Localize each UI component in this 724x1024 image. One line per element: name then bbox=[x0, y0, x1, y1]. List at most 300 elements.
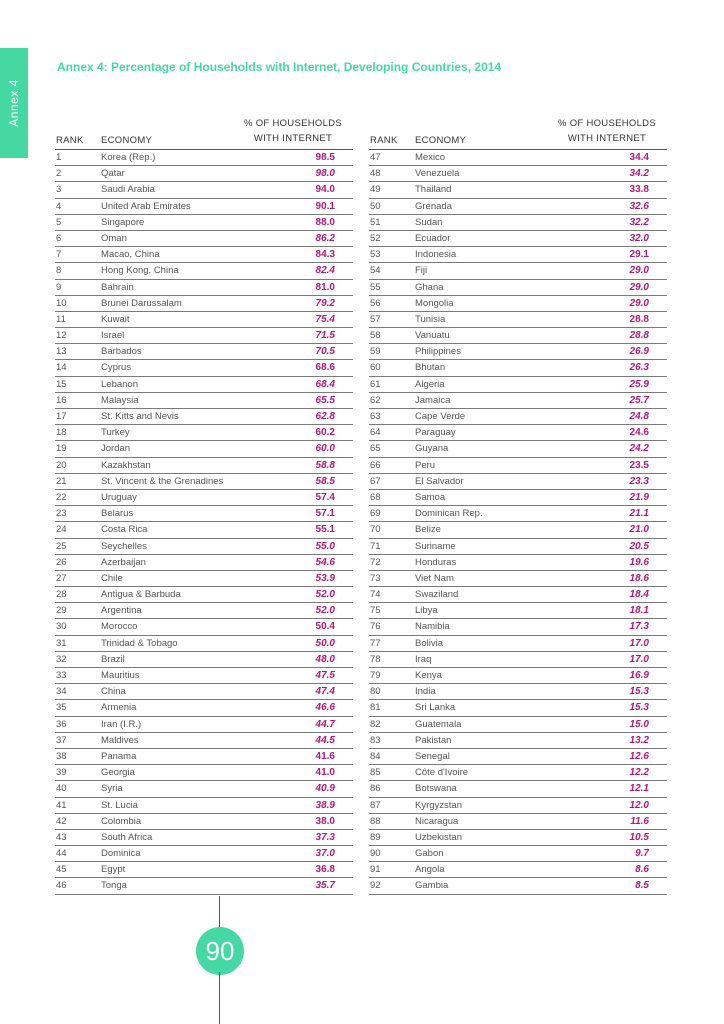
economy-cell: Kuwait bbox=[101, 313, 130, 325]
value-cell: 29.1 bbox=[629, 249, 649, 261]
economy-cell: Pakistan bbox=[415, 734, 452, 746]
economy-cell: Macao, China bbox=[101, 249, 160, 261]
rank-cell: 35 bbox=[56, 702, 67, 714]
rank-cell: 6 bbox=[56, 232, 62, 244]
rank-cell: 51 bbox=[370, 216, 381, 228]
table-row bbox=[369, 166, 667, 182]
value-cell: 12.6 bbox=[629, 750, 649, 762]
value-cell: 71.5 bbox=[315, 330, 335, 342]
value-cell: 20.5 bbox=[629, 540, 649, 552]
table-row bbox=[55, 360, 353, 376]
rank-cell: 85 bbox=[370, 767, 381, 779]
economy-cell: Iran (I.R.) bbox=[101, 718, 142, 730]
economy-cell: Ghana bbox=[415, 281, 444, 293]
economy-cell: Bolivia bbox=[415, 637, 443, 649]
economy-cell: Belarus bbox=[101, 508, 134, 520]
economy-cell: Armenia bbox=[101, 702, 137, 714]
rank-cell: 1 bbox=[56, 152, 62, 163]
table-row bbox=[55, 700, 353, 716]
table-row bbox=[369, 150, 667, 166]
rank-cell: 66 bbox=[370, 459, 381, 471]
pct-header bbox=[238, 116, 348, 146]
economy-cell: Antigua & Barbuda bbox=[101, 589, 181, 601]
rank-cell: 42 bbox=[56, 815, 67, 827]
economy-cell: Algeria bbox=[415, 378, 445, 390]
rank-cell: 11 bbox=[56, 313, 66, 325]
value-cell: 23.5 bbox=[629, 459, 649, 471]
economy-cell: Peru bbox=[415, 459, 436, 471]
table-row bbox=[369, 668, 667, 684]
value-cell: 24.6 bbox=[629, 427, 649, 439]
table-row bbox=[55, 684, 353, 700]
value-cell: 53.9 bbox=[315, 572, 335, 584]
pct-header-line2: WITH INTERNET bbox=[567, 133, 647, 144]
value-cell: 8.5 bbox=[635, 880, 649, 892]
economy-cell: Qatar bbox=[101, 168, 125, 180]
value-cell: 19.6 bbox=[629, 556, 649, 568]
table-row bbox=[55, 182, 353, 198]
value-cell: 13.2 bbox=[629, 734, 649, 746]
table-row bbox=[55, 555, 353, 571]
rank-cell: 91 bbox=[370, 864, 381, 876]
value-cell: 18.1 bbox=[629, 605, 649, 617]
rank-cell: 37 bbox=[56, 734, 67, 746]
rank-cell: 32 bbox=[56, 653, 67, 665]
economy-cell: Dominican Rep. bbox=[415, 508, 483, 520]
value-cell: 26.9 bbox=[629, 346, 649, 358]
economy-cell: Mauritius bbox=[101, 670, 140, 681]
table-row bbox=[369, 360, 667, 376]
rank-cell: 47 bbox=[370, 152, 381, 163]
value-cell: 36.8 bbox=[315, 864, 335, 876]
rank-cell: 72 bbox=[370, 556, 381, 568]
rank-cell: 19 bbox=[56, 443, 67, 455]
value-cell: 24.8 bbox=[629, 411, 649, 422]
table-row bbox=[55, 393, 353, 409]
value-cell: 98.0 bbox=[315, 168, 335, 180]
table-row bbox=[55, 636, 353, 652]
table-row bbox=[369, 458, 667, 474]
table-row bbox=[369, 231, 667, 247]
rank-cell: 84 bbox=[370, 750, 381, 762]
value-cell: 11.6 bbox=[630, 815, 649, 827]
value-cell: 32.2 bbox=[629, 216, 649, 228]
table-left bbox=[55, 117, 353, 895]
table-row bbox=[369, 263, 667, 279]
economy-cell: Thailand bbox=[415, 184, 452, 196]
page-divider-top bbox=[219, 896, 220, 931]
rank-cell: 69 bbox=[370, 508, 381, 520]
economy-cell: Uruguay bbox=[101, 491, 137, 503]
rank-cell: 29 bbox=[56, 605, 67, 617]
value-cell: 29.0 bbox=[629, 297, 649, 309]
rank-cell: 4 bbox=[56, 200, 62, 212]
economy-cell: United Arab Emirates bbox=[101, 200, 191, 212]
rank-cell: 22 bbox=[56, 491, 67, 503]
page-divider-bottom bbox=[219, 972, 220, 1024]
rank-cell: 13 bbox=[56, 346, 67, 358]
value-cell: 15.3 bbox=[629, 702, 649, 714]
rank-cell: 59 bbox=[370, 346, 381, 358]
rank-cell: 41 bbox=[56, 799, 67, 811]
pct-header-line2: WITH INTERNET bbox=[253, 133, 333, 144]
rank-cell: 12 bbox=[56, 330, 67, 342]
economy-cell: Turkey bbox=[101, 427, 130, 439]
value-cell: 21.9 bbox=[629, 491, 649, 503]
value-cell: 12.1 bbox=[629, 783, 649, 795]
value-cell: 33.8 bbox=[629, 184, 649, 196]
value-cell: 29.0 bbox=[629, 281, 649, 293]
economy-cell: Mongolia bbox=[415, 297, 454, 309]
economy-cell: Panama bbox=[101, 750, 137, 762]
rank-cell: 40 bbox=[56, 783, 67, 795]
economy-cell: Lebanon bbox=[101, 378, 138, 390]
economy-cell: Brazil bbox=[101, 653, 125, 665]
value-cell: 82.4 bbox=[315, 265, 335, 277]
page-title: Annex 4: Percentage of Households with Internet, Developing Countries, 2014 bbox=[57, 60, 502, 74]
economy-cell: Swaziland bbox=[415, 589, 459, 601]
economy-cell: Trinidad & Tobago bbox=[101, 637, 178, 649]
table-row bbox=[55, 425, 353, 441]
table-row bbox=[369, 474, 667, 490]
economy-cell: Belize bbox=[415, 524, 441, 536]
value-cell: 58.5 bbox=[315, 475, 335, 487]
rank-cell: 60 bbox=[370, 362, 381, 374]
rank-cell: 65 bbox=[370, 443, 381, 455]
economy-cell: Kazakhstan bbox=[101, 459, 151, 471]
economy-cell: Namibia bbox=[415, 621, 450, 633]
table-row bbox=[55, 862, 353, 878]
value-cell: 47.4 bbox=[315, 686, 335, 698]
value-cell: 17.0 bbox=[629, 653, 649, 665]
rank-cell: 77 bbox=[370, 637, 381, 649]
table-row bbox=[369, 182, 667, 198]
economy-cell: Kyrgyzstan bbox=[415, 799, 462, 811]
table-row bbox=[55, 587, 353, 603]
rank-cell: 2 bbox=[56, 168, 62, 180]
rank-cell: 68 bbox=[370, 491, 381, 503]
rank-cell: 64 bbox=[370, 427, 381, 439]
rank-cell: 74 bbox=[370, 589, 381, 601]
rank-cell: 88 bbox=[370, 815, 381, 827]
value-cell: 10.5 bbox=[629, 831, 649, 843]
table-row bbox=[369, 846, 667, 862]
value-cell: 41.6 bbox=[315, 750, 335, 762]
rank-cell: 20 bbox=[56, 459, 67, 471]
table-row bbox=[369, 684, 667, 700]
table-row bbox=[369, 571, 667, 587]
rank-cell: 83 bbox=[370, 734, 381, 746]
value-cell: 52.0 bbox=[315, 589, 335, 601]
economy-cell: Iraq bbox=[415, 653, 432, 665]
table-row bbox=[369, 749, 667, 765]
economy-cell: Tonga bbox=[101, 880, 127, 892]
value-cell: 26.3 bbox=[629, 362, 649, 374]
value-cell: 21.1 bbox=[629, 508, 649, 520]
rank-cell: 92 bbox=[370, 880, 381, 892]
table-row bbox=[55, 215, 353, 231]
table-row bbox=[369, 700, 667, 716]
economy-cell: Azerbaijan bbox=[101, 556, 146, 568]
rank-cell: 36 bbox=[56, 718, 67, 730]
value-cell: 90.1 bbox=[315, 200, 335, 212]
pct-header-line1: % OF HOUSEHOLDS bbox=[558, 118, 656, 129]
economy-cell: Uzbekistan bbox=[415, 831, 462, 843]
value-cell: 60.0 bbox=[315, 443, 335, 455]
table-row bbox=[369, 522, 667, 538]
table-row bbox=[55, 798, 353, 814]
economy-cell: Oman bbox=[101, 232, 127, 244]
table-row bbox=[55, 166, 353, 182]
rank-cell: 43 bbox=[56, 831, 67, 843]
economy-cell: Mexico bbox=[415, 152, 446, 163]
value-cell: 23.3 bbox=[629, 475, 649, 487]
value-cell: 41.0 bbox=[315, 767, 335, 779]
rank-cell: 33 bbox=[56, 670, 67, 681]
economy-cell: Nicaragua bbox=[415, 815, 459, 827]
value-cell: 15.3 bbox=[629, 686, 649, 698]
economy-cell: Morocco bbox=[101, 621, 138, 633]
value-cell: 47.5 bbox=[315, 670, 335, 681]
value-cell: 57.4 bbox=[315, 491, 335, 503]
table-header-right bbox=[369, 117, 667, 150]
value-cell: 35.7 bbox=[315, 880, 335, 892]
economy-header: ECONOMY bbox=[101, 135, 153, 146]
economy-cell: Dominica bbox=[101, 848, 141, 860]
economy-cell: Philippines bbox=[415, 346, 461, 358]
rank-cell: 26 bbox=[56, 556, 67, 568]
rank-cell: 89 bbox=[370, 831, 381, 843]
economy-cell: Cyprus bbox=[101, 362, 132, 374]
table-row bbox=[55, 619, 353, 635]
economy-cell: Senegal bbox=[415, 750, 450, 762]
economy-cell: Costa Rica bbox=[101, 524, 148, 536]
value-cell: 16.9 bbox=[629, 670, 649, 681]
economy-cell: Côte d'Ivoire bbox=[415, 767, 469, 779]
rank-cell: 86 bbox=[370, 783, 381, 795]
rank-cell: 76 bbox=[370, 621, 381, 633]
economy-cell: Egypt bbox=[101, 864, 126, 876]
value-cell: 86.2 bbox=[315, 232, 335, 244]
table-row bbox=[369, 587, 667, 603]
value-cell: 79.2 bbox=[315, 297, 335, 309]
economy-cell: Venezuela bbox=[415, 168, 460, 180]
rank-cell: 34 bbox=[56, 686, 67, 698]
economy-cell: Gambia bbox=[415, 880, 449, 892]
table-row bbox=[369, 603, 667, 619]
rank-cell: 57 bbox=[370, 313, 381, 325]
rank-cell: 16 bbox=[56, 394, 67, 406]
table-row bbox=[369, 539, 667, 555]
economy-cell: St. Kitts and Nevis bbox=[101, 411, 179, 422]
table-row bbox=[55, 441, 353, 457]
value-cell: 62.8 bbox=[315, 411, 335, 422]
economy-cell: Ecuador bbox=[415, 232, 451, 244]
economy-cell: Sudan bbox=[415, 216, 443, 228]
value-cell: 94.0 bbox=[315, 184, 335, 196]
economy-cell: Fiji bbox=[415, 265, 428, 277]
economy-cell: South Africa bbox=[101, 831, 153, 843]
table-row bbox=[55, 458, 353, 474]
table-row bbox=[55, 474, 353, 490]
rank-cell: 50 bbox=[370, 200, 381, 212]
rank-cell: 90 bbox=[370, 848, 381, 860]
table-row bbox=[369, 280, 667, 296]
table-row bbox=[55, 765, 353, 781]
table-row bbox=[55, 749, 353, 765]
economy-cell: Kenya bbox=[415, 670, 442, 681]
economy-cell: Jordan bbox=[101, 443, 131, 455]
value-cell: 60.2 bbox=[315, 427, 335, 439]
table-row bbox=[369, 215, 667, 231]
table-row bbox=[55, 199, 353, 215]
table-row bbox=[369, 506, 667, 522]
rank-cell: 28 bbox=[56, 589, 67, 601]
value-cell: 9.7 bbox=[635, 848, 649, 860]
table-row bbox=[369, 377, 667, 393]
value-cell: 18.6 bbox=[629, 572, 649, 584]
rank-cell: 54 bbox=[370, 265, 381, 277]
value-cell: 15.0 bbox=[629, 718, 649, 730]
rank-cell: 75 bbox=[370, 605, 381, 617]
value-cell: 54.6 bbox=[315, 556, 335, 568]
value-cell: 37.0 bbox=[315, 848, 335, 860]
rank-cell: 30 bbox=[56, 621, 67, 633]
economy-cell: Angola bbox=[415, 864, 445, 876]
value-cell: 48.0 bbox=[315, 653, 335, 665]
rank-cell: 17 bbox=[56, 411, 67, 422]
rank-cell: 21 bbox=[56, 475, 67, 487]
economy-cell: Botswana bbox=[415, 783, 457, 795]
value-cell: 88.0 bbox=[315, 216, 335, 228]
economy-cell: Malaysia bbox=[101, 394, 139, 406]
value-cell: 28.8 bbox=[629, 313, 649, 325]
rank-cell: 80 bbox=[370, 686, 381, 698]
rank-cell: 87 bbox=[370, 799, 381, 811]
economy-cell: Libya bbox=[415, 605, 438, 617]
table-row bbox=[369, 619, 667, 635]
economy-cell: Paraguay bbox=[415, 427, 456, 439]
table-row bbox=[55, 490, 353, 506]
value-cell: 25.7 bbox=[629, 394, 649, 406]
table-row bbox=[55, 571, 353, 587]
value-cell: 32.6 bbox=[629, 200, 649, 212]
economy-cell: El Salvador bbox=[415, 475, 464, 487]
table-row bbox=[369, 765, 667, 781]
value-cell: 44.7 bbox=[315, 718, 335, 730]
table-row bbox=[369, 328, 667, 344]
table-row bbox=[369, 409, 667, 425]
value-cell: 38.0 bbox=[315, 815, 335, 827]
economy-cell: India bbox=[415, 686, 436, 698]
economy-cell: Indonesia bbox=[415, 249, 457, 261]
rank-cell: 53 bbox=[370, 249, 381, 261]
value-cell: 18.4 bbox=[629, 589, 649, 601]
table-row bbox=[55, 263, 353, 279]
rank-cell: 56 bbox=[370, 297, 381, 309]
economy-cell: St. Lucia bbox=[101, 799, 138, 811]
rank-cell: 38 bbox=[56, 750, 67, 762]
rank-cell: 14 bbox=[56, 362, 67, 374]
rank-cell: 3 bbox=[56, 184, 62, 196]
rank-cell: 52 bbox=[370, 232, 381, 244]
table-row bbox=[55, 344, 353, 360]
value-cell: 38.9 bbox=[315, 799, 335, 811]
value-cell: 25.9 bbox=[629, 378, 649, 390]
economy-cell: Samoa bbox=[415, 491, 446, 503]
value-cell: 70.5 bbox=[315, 346, 335, 358]
economy-cell: Guatemala bbox=[415, 718, 462, 730]
value-cell: 98.5 bbox=[315, 152, 335, 163]
rank-cell: 8 bbox=[56, 265, 62, 277]
table-row bbox=[55, 830, 353, 846]
table-row bbox=[369, 393, 667, 409]
rank-cell: 15 bbox=[56, 378, 67, 390]
economy-cell: Viet Nam bbox=[415, 572, 454, 584]
rank-cell: 27 bbox=[56, 572, 67, 584]
economy-cell: Bhutan bbox=[415, 362, 446, 374]
economy-cell: Maldives bbox=[101, 734, 139, 746]
economy-cell: Sri Lanka bbox=[415, 702, 456, 714]
rank-cell: 7 bbox=[56, 249, 62, 261]
rank-cell: 9 bbox=[56, 281, 62, 293]
table-row bbox=[55, 377, 353, 393]
annex-side-tab-label: Annex 4 bbox=[7, 79, 21, 127]
rank-cell: 79 bbox=[370, 670, 381, 681]
value-cell: 8.6 bbox=[635, 864, 649, 876]
table-row bbox=[369, 717, 667, 733]
economy-cell: Cape Verde bbox=[415, 411, 466, 422]
table-row bbox=[55, 603, 353, 619]
economy-cell: Grenada bbox=[415, 200, 452, 212]
economy-cell: Seychelles bbox=[101, 540, 147, 552]
rank-cell: 61 bbox=[370, 378, 381, 390]
table-row bbox=[55, 231, 353, 247]
table-row bbox=[55, 280, 353, 296]
pct-header bbox=[552, 116, 662, 146]
value-cell: 24.2 bbox=[629, 443, 649, 455]
table-row bbox=[369, 652, 667, 668]
economy-cell: Hong Kong, China bbox=[101, 265, 179, 277]
economy-cell: Guyana bbox=[415, 443, 449, 455]
economy-cell: Georgia bbox=[101, 767, 135, 779]
economy-cell: Syria bbox=[101, 783, 123, 795]
economy-cell: Brunei Darussalam bbox=[101, 297, 182, 309]
table-row bbox=[369, 296, 667, 312]
economy-cell: Barbados bbox=[101, 346, 142, 358]
rank-cell: 10 bbox=[56, 297, 67, 309]
table-row bbox=[369, 814, 667, 830]
table-row bbox=[55, 668, 353, 684]
table-row bbox=[369, 425, 667, 441]
value-cell: 29.0 bbox=[629, 265, 649, 277]
table-row bbox=[369, 247, 667, 263]
table-row bbox=[369, 798, 667, 814]
rank-cell: 23 bbox=[56, 508, 67, 520]
value-cell: 40.9 bbox=[315, 783, 335, 795]
value-cell: 58.8 bbox=[315, 459, 335, 471]
table-row bbox=[369, 344, 667, 360]
rank-cell: 48 bbox=[370, 168, 381, 180]
table-row bbox=[369, 490, 667, 506]
rank-cell: 67 bbox=[370, 475, 381, 487]
rank-cell: 31 bbox=[56, 637, 67, 649]
rank-cell: 46 bbox=[56, 880, 67, 892]
economy-cell: Colombia bbox=[101, 815, 142, 827]
economy-header: ECONOMY bbox=[415, 135, 467, 146]
economy-cell: Tunisia bbox=[415, 313, 446, 325]
rank-cell: 45 bbox=[56, 864, 67, 876]
